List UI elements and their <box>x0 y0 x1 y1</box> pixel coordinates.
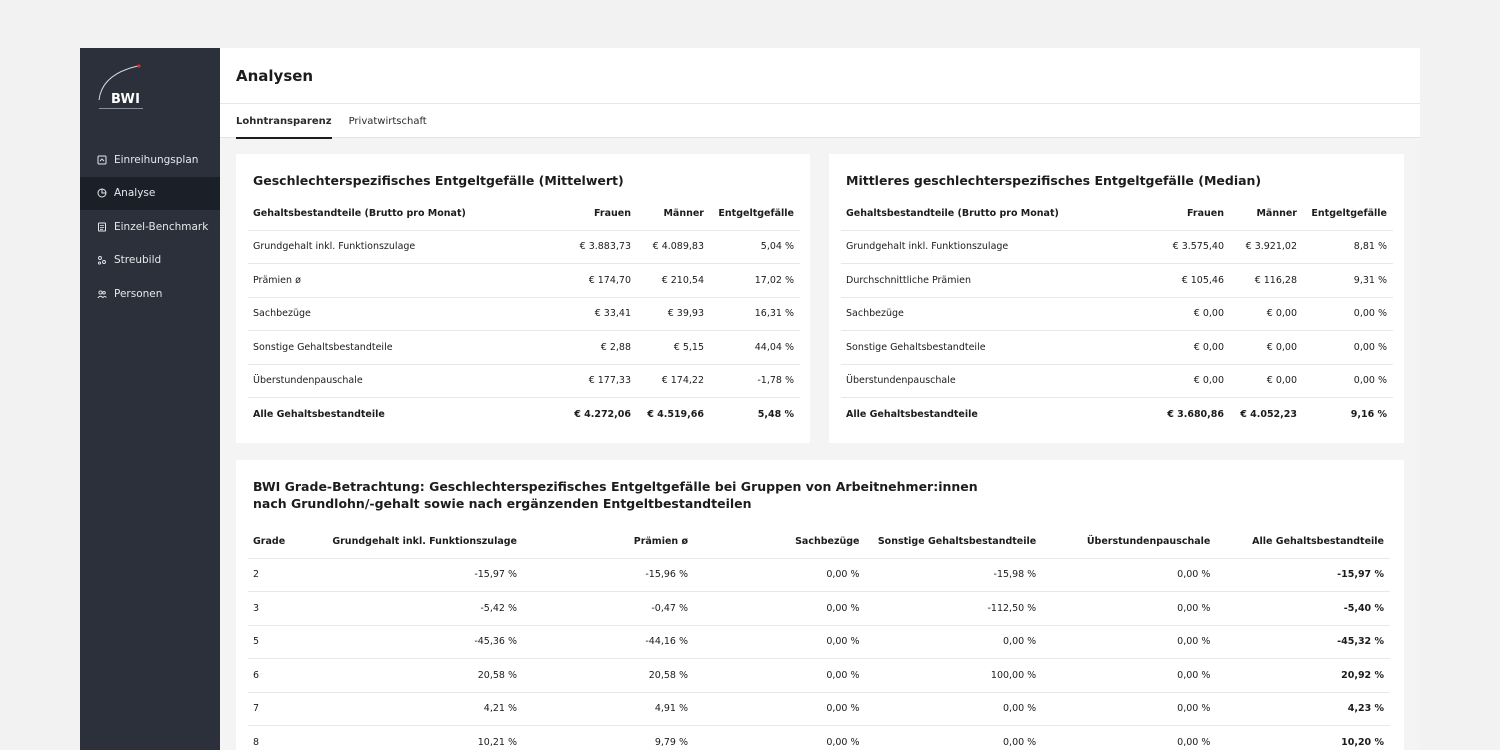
card-title <box>253 478 978 512</box>
table-cell: 7 <box>248 692 326 726</box>
table-cell: Überstundenpauschale <box>248 364 548 398</box>
table-cell: € 0,00 <box>1230 364 1303 398</box>
table-cell: € 4.272,06 <box>574 409 631 420</box>
table-cell: € 3.575,40 <box>1141 230 1230 264</box>
table-row <box>248 625 1390 659</box>
pie-chart-icon <box>97 188 107 198</box>
table-cell: 4,21 % <box>326 692 523 726</box>
column-header: Männer <box>1230 197 1303 230</box>
table-cell: 0,00 % <box>1042 592 1216 626</box>
table-cell: -15,98 % <box>866 558 1043 592</box>
table-cell: 2 <box>248 558 326 592</box>
table-row <box>841 230 1393 264</box>
column-header: Entgeltgefälle <box>1303 197 1393 230</box>
table-cell: Sonstige Gehaltsbestandteile <box>841 331 1141 365</box>
table-cell: -5,40 % <box>1216 592 1390 626</box>
table-row <box>248 297 800 331</box>
table-row <box>248 692 1390 726</box>
table-cell: € 2,88 <box>548 331 637 365</box>
table-header-row <box>841 197 1393 230</box>
sidebar-nav <box>80 143 220 311</box>
table-cell: -15,97 % <box>1216 558 1390 592</box>
table-cell: € 3.883,73 <box>548 230 637 264</box>
main-content <box>220 48 1420 750</box>
table-cell: 0,00 % <box>694 592 866 626</box>
table-cell: 0,00 % <box>1303 364 1393 398</box>
table-cell: 8 <box>248 726 326 750</box>
table-cell: Alle Gehaltsbestandteile <box>253 409 385 420</box>
clipboard-icon <box>97 155 107 165</box>
sidebar-item-label: Einzel-Benchmark <box>114 220 209 233</box>
column-header: Überstundenpauschale <box>1042 525 1216 558</box>
column-header: Entgeltgefälle <box>710 197 800 230</box>
app-window <box>80 48 1420 750</box>
page-header <box>220 48 1420 104</box>
table-cell: 8,81 % <box>1303 230 1393 264</box>
sidebar-item-label: Streubild <box>114 254 162 267</box>
table-cell: 0,00 % <box>866 692 1043 726</box>
table-cell: -15,97 % <box>326 558 523 592</box>
table-cell: -5,42 % <box>326 592 523 626</box>
table-cell: 4,91 % <box>523 692 694 726</box>
table-cell: € 3.680,86 <box>1167 409 1224 420</box>
table-cell: 0,00 % <box>694 659 866 693</box>
card-title: Geschlechterspezifisches Entgeltgefälle (Mittelwert) <box>253 173 624 188</box>
tab-lohntransparenz[interactable]: Lohntransparenz <box>236 104 332 138</box>
table-cell: -45,36 % <box>326 625 523 659</box>
table-cell: 3 <box>248 592 326 626</box>
table-cell: € 0,00 <box>1230 297 1303 331</box>
table-cell: € 177,33 <box>548 364 637 398</box>
table-cell: -112,50 % <box>866 592 1043 626</box>
table-cell: € 4.519,66 <box>647 409 704 420</box>
table-row <box>841 264 1393 298</box>
table-cell: € 116,28 <box>1230 264 1303 298</box>
sidebar-item-einreihungsplan[interactable] <box>80 143 220 177</box>
table-cell: 9,31 % <box>1303 264 1393 298</box>
median-gap-card <box>829 154 1404 443</box>
table-cell: € 174,22 <box>637 364 710 398</box>
table-cell: € 0,00 <box>1141 331 1230 365</box>
column-header: Prämien ø <box>523 525 694 558</box>
table-cell: 0,00 % <box>866 726 1043 750</box>
table-cell: 0,00 % <box>1303 297 1393 331</box>
median-gap-table <box>841 197 1393 431</box>
table-row <box>248 726 1390 750</box>
table-header-row <box>248 197 800 230</box>
table-cell: € 0,00 <box>1141 364 1230 398</box>
column-header: Männer <box>637 197 710 230</box>
table-cell: 16,31 % <box>710 297 800 331</box>
table-cell: 6 <box>248 659 326 693</box>
table-total-row <box>841 398 1393 432</box>
table-cell: € 0,00 <box>1141 297 1230 331</box>
table-cell: 0,00 % <box>694 726 866 750</box>
table-cell: 20,58 % <box>523 659 694 693</box>
page-title: Analysen <box>236 66 314 85</box>
table-cell: € 4.052,23 <box>1240 409 1297 420</box>
table-cell: 0,00 % <box>1042 726 1216 750</box>
table-cell: 10,21 % <box>326 726 523 750</box>
table-row <box>248 230 800 264</box>
sidebar-item-streubild[interactable] <box>80 244 220 278</box>
table-cell: 0,00 % <box>866 625 1043 659</box>
table-cell: -44,16 % <box>523 625 694 659</box>
table-cell: Durchschnittliche Prämien <box>841 264 1141 298</box>
sidebar-item-label: Personen <box>114 287 163 300</box>
mean-gap-card <box>236 154 810 443</box>
sidebar-item-label: Analyse <box>114 187 156 200</box>
table-cell: 0,00 % <box>1042 625 1216 659</box>
grade-gap-card <box>236 460 1404 750</box>
table-cell: Grundgehalt inkl. Funktionszulage <box>248 230 548 264</box>
table-cell: 4,23 % <box>1216 692 1390 726</box>
table-cell: € 0,00 <box>1230 331 1303 365</box>
table-cell: 10,20 % <box>1216 726 1390 750</box>
table-row <box>248 659 1390 693</box>
table-cell: 0,00 % <box>1042 692 1216 726</box>
sidebar-item-analyse[interactable] <box>80 177 220 211</box>
grade-gap-table <box>248 525 1390 750</box>
column-header: Sonstige Gehaltsbestandteile <box>866 525 1043 558</box>
tab-bar <box>220 104 1420 138</box>
table-row <box>248 264 800 298</box>
column-header: Frauen <box>1141 197 1230 230</box>
table-cell: € 174,70 <box>548 264 637 298</box>
table-row <box>248 592 1390 626</box>
mean-gap-table <box>248 197 800 431</box>
card-title-line-2: nach Grundlohn/-gehalt sowie nach ergänzenden Entgeltbestandteilen <box>253 496 752 511</box>
table-cell: € 210,54 <box>637 264 710 298</box>
table-cell: 0,00 % <box>1042 659 1216 693</box>
table-cell: 100,00 % <box>866 659 1043 693</box>
table-cell: € 105,46 <box>1141 264 1230 298</box>
table-cell: 9,79 % <box>523 726 694 750</box>
sidebar-item-einzel-benchmark[interactable] <box>80 210 220 244</box>
table-cell: 5,04 % <box>710 230 800 264</box>
table-cell: € 5,15 <box>637 331 710 365</box>
table-cell: 20,58 % <box>326 659 523 693</box>
table-cell: Grundgehalt inkl. Funktionszulage <box>841 230 1141 264</box>
table-row <box>841 331 1393 365</box>
logo-tagline <box>99 108 143 109</box>
table-cell: 5 <box>248 625 326 659</box>
sidebar-item-personen[interactable] <box>80 277 220 311</box>
table-row <box>248 364 800 398</box>
table-cell: Sonstige Gehaltsbestandteile <box>248 331 548 365</box>
column-header: Alle Gehaltsbestandteile <box>1216 525 1390 558</box>
table-cell: -1,78 % <box>710 364 800 398</box>
table-cell: 0,00 % <box>694 692 866 726</box>
table-cell: 9,16 % <box>1350 409 1387 420</box>
table-row <box>841 364 1393 398</box>
column-header: Gehaltsbestandteile (Brutto pro Monat) <box>248 197 548 230</box>
table-row <box>248 331 800 365</box>
table-row <box>248 558 1390 592</box>
table-cell: Prämien ø <box>248 264 548 298</box>
document-icon <box>97 222 107 232</box>
table-total-row <box>248 398 800 432</box>
people-icon <box>97 289 107 299</box>
table-cell: 0,00 % <box>1303 331 1393 365</box>
table-cell: 0,00 % <box>694 625 866 659</box>
column-header: Gehaltsbestandteile (Brutto pro Monat) <box>841 197 1141 230</box>
sidebar <box>80 48 220 750</box>
table-cell: Sachbezüge <box>841 297 1141 331</box>
table-cell: 5,48 % <box>757 409 794 420</box>
table-cell: 0,00 % <box>694 558 866 592</box>
column-header: Grundgehalt inkl. Funktionszulage <box>326 525 523 558</box>
table-header-row <box>248 525 1390 558</box>
scatter-icon <box>97 255 107 265</box>
tab-privatwirtschaft[interactable]: Privatwirtschaft <box>348 115 427 127</box>
logo-text: BWI <box>111 92 141 107</box>
column-header: Frauen <box>548 197 637 230</box>
table-cell: € 39,93 <box>637 297 710 331</box>
table-row <box>841 297 1393 331</box>
table-cell: Alle Gehaltsbestandteile <box>846 409 978 420</box>
table-cell: 20,92 % <box>1216 659 1390 693</box>
bwi-logo[interactable] <box>96 62 156 112</box>
table-cell: 0,00 % <box>1042 558 1216 592</box>
table-cell: € 4.089,83 <box>637 230 710 264</box>
sidebar-item-label: Einreihungsplan <box>114 153 199 166</box>
column-header: Sachbezüge <box>694 525 866 558</box>
table-cell: 17,02 % <box>710 264 800 298</box>
table-cell: -0,47 % <box>523 592 694 626</box>
column-header: Grade <box>248 525 326 558</box>
table-cell: 44,04 % <box>710 331 800 365</box>
table-cell: € 3.921,02 <box>1230 230 1303 264</box>
table-cell: Sachbezüge <box>248 297 548 331</box>
card-title-line-1: BWI Grade-Betrachtung: Geschlechterspezifisches Entgeltgefälle bei Gruppen von Arbeitnehmer:innen <box>253 479 978 494</box>
table-cell: -15,96 % <box>523 558 694 592</box>
table-cell: Überstundenpauschale <box>841 364 1141 398</box>
table-cell: € 33,41 <box>548 297 637 331</box>
card-title: Mittleres geschlechterspezifisches Entgeltgefälle (Median) <box>846 173 1262 188</box>
table-cell: -45,32 % <box>1216 625 1390 659</box>
